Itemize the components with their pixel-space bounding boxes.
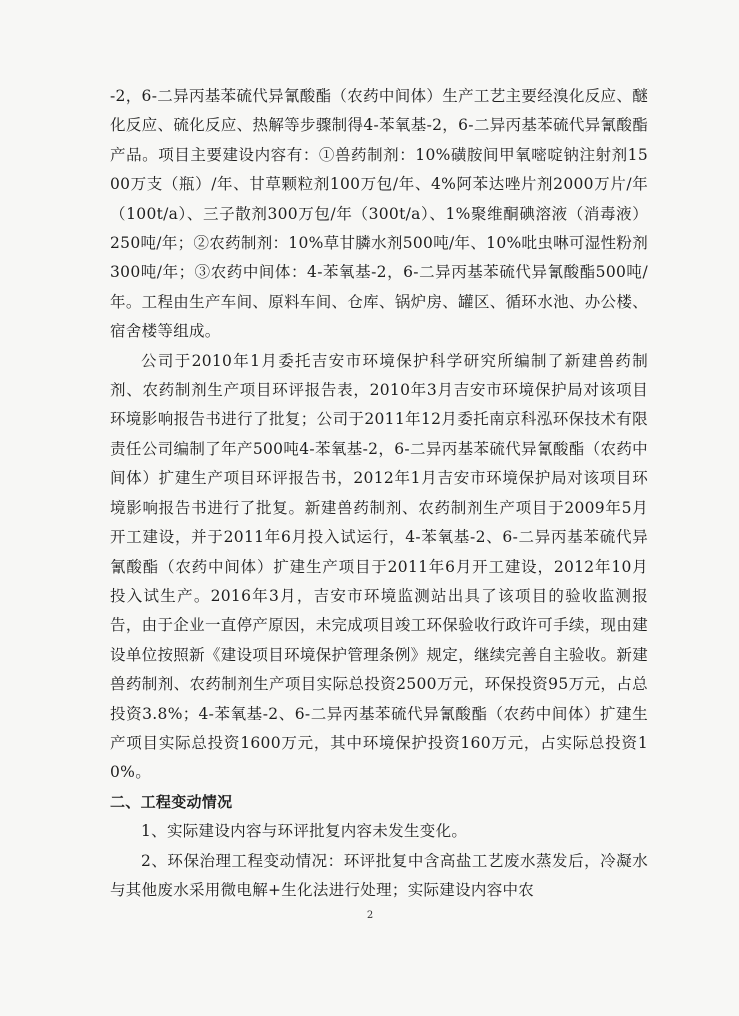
paragraph-environmental-changes: 2、环保治理工程变动情况：环评批复中含高盐工艺废水蒸发后，冷凝水与其他废水采用微电解+生化法进行处理；实际建设内容中农	[110, 851, 648, 899]
section-heading-changes: 二、工程变动情况	[110, 792, 233, 811]
document-body	[110, 82, 648, 905]
paragraph-process-and-contents: -2，6-二异丙基苯硫代异氰酸酯（农药中间体）生产工艺主要经溴化反应、醚化反应、硫化反应、热解等步骤制得4-苯氧基-2，6-二异丙基苯硫代异氰酸酯产品。项目主要建设内容有：①兽药制剂：10%磺胺间甲氧嘧啶钠注射剂1500万支（瓶）/年、甘草颗粒剂100万包/年、4%阿苯达唑片剂2000万片/年（100t/a）、三子散剂300万包/年（300t/a）、1%聚维酮碘溶液（消毒液）250吨/年；②农药制剂：10%草甘膦水剂500吨/年、10%吡虫啉可湿性粉剂300吨/年；③农药中间体：4-苯氧基-2，6-二异丙基苯硫代异氰酸酯500吨/年。工程由生产车间、原料车间、仓库、锅炉房、罐区、循环水池、办公楼、宿舍楼等组成。	[110, 87, 648, 341]
paragraph-construction-unchanged: 1、实际建设内容与环评批复内容未发生变化。	[141, 822, 468, 841]
page-number: 2	[366, 910, 374, 921]
paragraph-project-history: 公司于2010年1月委托吉安市环境保护科学研究所编制了新建兽药制剂、农药制剂生产项目环评报告表，2010年3月吉安市环境保护局对该项目环境影响报告书进行了批复；公司于2011年12月委托南京科泓环保技术有限责任公司编制了年产500吨4-苯氧基-2，6-二异丙基苯硫代异氰酸酯（农药中间体）扩建生产项目环评报告书，2012年1月吉安市环境保护局对该项目环境影响报告书进行了批复。新建兽药制剂、农药制剂生产项目于2009年5月开工建设，并于2011年6月投入试运行，4-苯氧基-2、6-二异丙基苯硫代异氰酸酯（农药中间体）扩建生产项目于2011年6月开工建设，2012年10月投入试生产。2016年3月，吉安市环境监测站出具了该项目的验收监测报告，由于企业一直停产原因，未完成项目竣工环保验收行政许可手续，现由建设单位按照新《建设项目环境保护管理条例》规定，继续完善自主验收。新建兽药制剂、农药制剂生产项目实际总投资2500万元，环保投资95万元，占总投资3.8%；4-苯氧基-2、6-二异丙基苯硫代异氰酸酯（农药中间体）扩建生产项目实际总投资1600万元，其中环境保护投资160万元，占实际总投资10%。	[110, 351, 648, 782]
